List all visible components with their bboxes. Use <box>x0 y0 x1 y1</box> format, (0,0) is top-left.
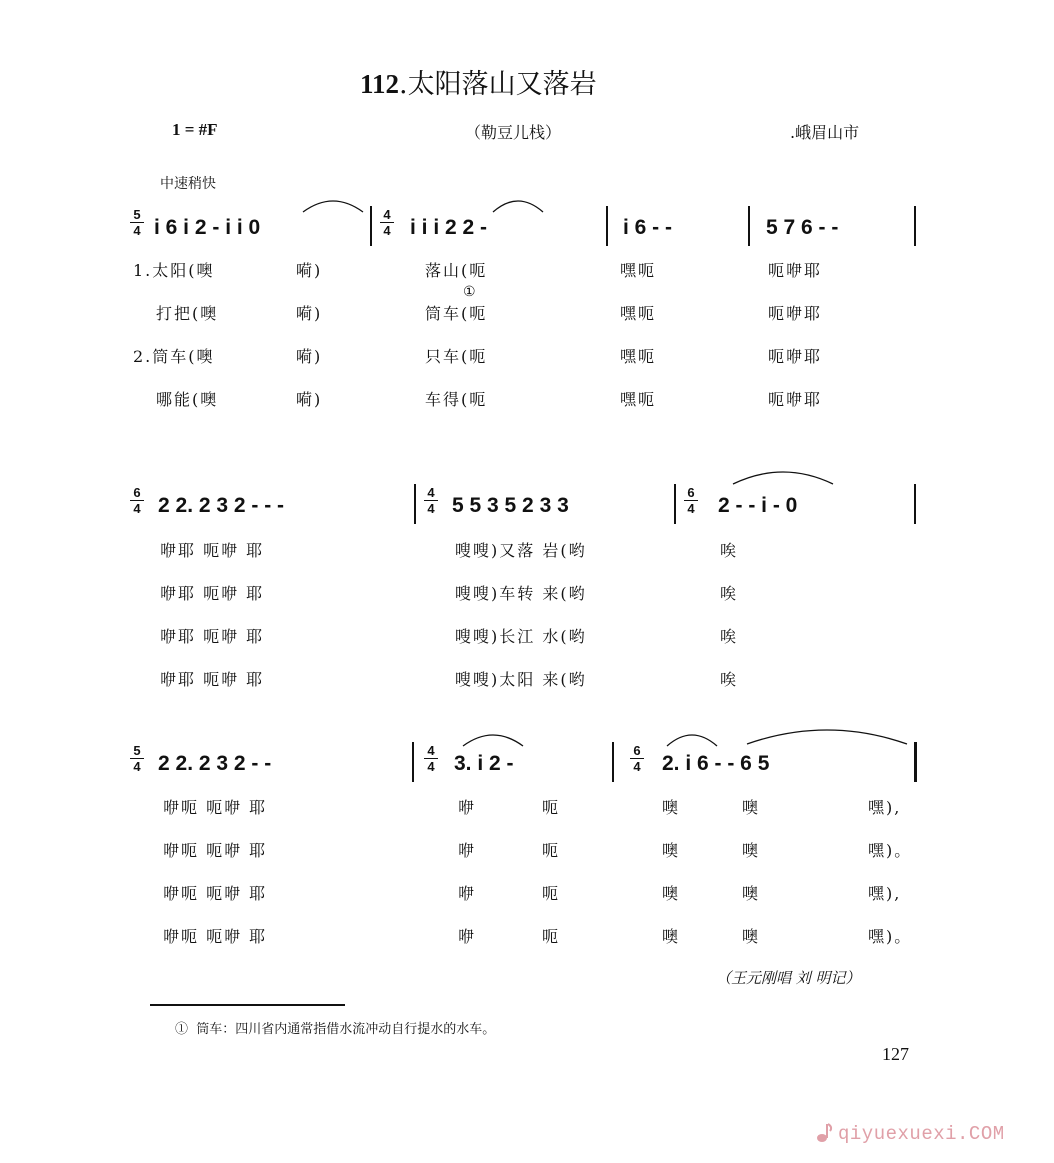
song-title: 112.太阳落山又落岩 <box>360 69 597 100</box>
lyric: 嗖嗖)车转 来(哟 <box>455 584 587 603</box>
tempo-marking: 中速稍快 <box>160 176 216 192</box>
time-signature: 6 4 <box>130 486 144 515</box>
lyric: 嗬) <box>296 304 323 323</box>
bar-line <box>748 206 750 246</box>
lyric: 嘿)。 <box>868 841 913 860</box>
lyric: 嘿)。 <box>868 927 913 946</box>
notation-segment: 5 5 3 5 2 3 3 <box>452 494 569 517</box>
lyric: 嗖嗖)太阳 来(哟 <box>455 670 587 689</box>
watermark-logo-icon <box>815 1122 833 1144</box>
lyric: 嘿呃 <box>620 304 657 323</box>
lyric: 呃 <box>542 841 561 860</box>
lyric: 噢 <box>662 798 681 817</box>
lyric: 咿耶 呃咿 耶 <box>160 584 265 603</box>
lyric: 咿呃 呃咿 耶 <box>163 884 268 903</box>
music-system-2 <box>128 480 918 540</box>
footnote-mark: ① <box>463 284 476 300</box>
slur-mark <box>728 466 838 486</box>
slur-mark <box>488 194 548 214</box>
lyric: 嗬) <box>296 261 323 280</box>
notation-segment: i 6 i 2 - i i 0 <box>154 216 261 239</box>
lyric: 唉 <box>720 627 739 646</box>
lyric: 咿耶 呃咿 耶 <box>160 541 265 560</box>
lyric: 呃 <box>542 884 561 903</box>
time-signature: 4 4 <box>424 486 438 515</box>
lyric-line: 1.太阳(噢 <box>133 261 215 280</box>
song-subtitle: （勒豆儿栈） <box>465 123 562 142</box>
lyric: 只车(呃 <box>425 347 488 366</box>
time-signature: 6 4 <box>684 486 698 515</box>
time-signature: 5 4 <box>130 744 144 773</box>
lyric: 咿耶 呃咿 耶 <box>160 627 265 646</box>
lyric: 呃咿耶 <box>768 304 823 323</box>
lyric: 咿 <box>458 798 477 817</box>
bar-line <box>370 206 372 246</box>
watermark: qiyuexuexi.COM <box>838 1123 1005 1145</box>
lyric: 噢 <box>662 841 681 860</box>
lyric: 咿呃 呃咿 耶 <box>163 798 268 817</box>
lyric: 嘿), <box>868 884 902 903</box>
notation-segment: 3. i 2 - <box>454 752 514 775</box>
bar-line <box>412 742 414 782</box>
bar-line <box>414 484 416 524</box>
bar-line <box>674 484 676 524</box>
lyric: 噢 <box>742 798 761 817</box>
lyric: 落山(呃 <box>425 261 488 280</box>
lyric: 嗖嗖)长江 水(哟 <box>455 627 587 646</box>
lyric: 呃 <box>542 798 561 817</box>
bar-line <box>606 206 608 246</box>
lyric: 噢 <box>742 841 761 860</box>
performer-credit: （王元刚唱 刘 明记） <box>716 969 861 987</box>
lyric: 噢 <box>662 884 681 903</box>
bar-line <box>612 742 614 782</box>
bar-line <box>914 484 916 524</box>
lyric: 咿 <box>458 927 477 946</box>
lyric: 打把(噢 <box>156 304 219 323</box>
lyric: 咿耶 呃咿 耶 <box>160 670 265 689</box>
lyric: 唉 <box>720 670 739 689</box>
notation-segment: 2 2. 2 3 2 - - - <box>158 494 285 517</box>
lyric: 噢 <box>662 927 681 946</box>
lyric: 嘿呃 <box>620 261 657 280</box>
lyric: 噢 <box>742 927 761 946</box>
notation-segment: 5 7 6 - - <box>766 216 839 239</box>
lyric: 车得(呃 <box>425 390 488 409</box>
lyric: 2.筒车(噢 <box>133 347 215 366</box>
key-signature: 1 = #F <box>172 120 218 139</box>
lyric: 呃咿耶 <box>768 347 823 366</box>
lyric: 唉 <box>720 584 739 603</box>
notation-segment: 2 - - i - 0 <box>718 494 798 517</box>
lyric: 嘿呃 <box>620 390 657 409</box>
slur-mark <box>298 194 368 214</box>
lyric: 嘿呃 <box>620 347 657 366</box>
page-number: 127 <box>882 1044 909 1064</box>
time-signature: 4 4 <box>424 744 438 773</box>
song-region: .峨眉山市 <box>790 123 860 142</box>
final-bar-line <box>914 742 917 782</box>
time-signature: 5 4 <box>130 208 144 237</box>
notation-segment: 2 2. 2 3 2 - - <box>158 752 272 775</box>
lyric: 嘿), <box>868 798 902 817</box>
footnote-mark: ① <box>175 1022 189 1037</box>
bar-line <box>914 206 916 246</box>
slur-mark <box>458 728 528 748</box>
footnote-divider <box>150 1004 345 1006</box>
lyric: 筒车(呃 <box>425 304 488 323</box>
lyric: 嗖嗖)又落 岩(哟 <box>455 541 587 560</box>
time-signature: 6 4 <box>630 744 644 773</box>
lyric: 呃咿耶 <box>768 390 823 409</box>
slur-mark <box>742 724 912 746</box>
music-system-1 <box>128 202 918 262</box>
notation-segment: i i i 2 2 - <box>410 216 488 239</box>
slur-mark <box>662 728 722 748</box>
footnote <box>175 1018 495 1037</box>
lyric: 咿呃 呃咿 耶 <box>163 927 268 946</box>
lyric: 噢 <box>742 884 761 903</box>
lyric: 咿呃 呃咿 耶 <box>163 841 268 860</box>
time-signature: 4 4 <box>380 208 394 237</box>
notation-segment: 2. i 6 - - 6 5 <box>662 752 770 775</box>
lyric: 嗬) <box>296 347 323 366</box>
lyric: 哪能(噢 <box>156 390 219 409</box>
music-system-3 <box>128 738 918 798</box>
lyric: 呃 <box>542 927 561 946</box>
lyric: 咿 <box>458 841 477 860</box>
notation-segment: i 6 - - <box>623 216 673 239</box>
lyric: 呃咿耶 <box>768 261 823 280</box>
lyric: 咿 <box>458 884 477 903</box>
lyric: 唉 <box>720 541 739 560</box>
lyric: 嗬) <box>296 390 323 409</box>
footnote-text: 筒车：四川省内通常指借水流冲动自行提水的水车。 <box>196 1022 496 1037</box>
